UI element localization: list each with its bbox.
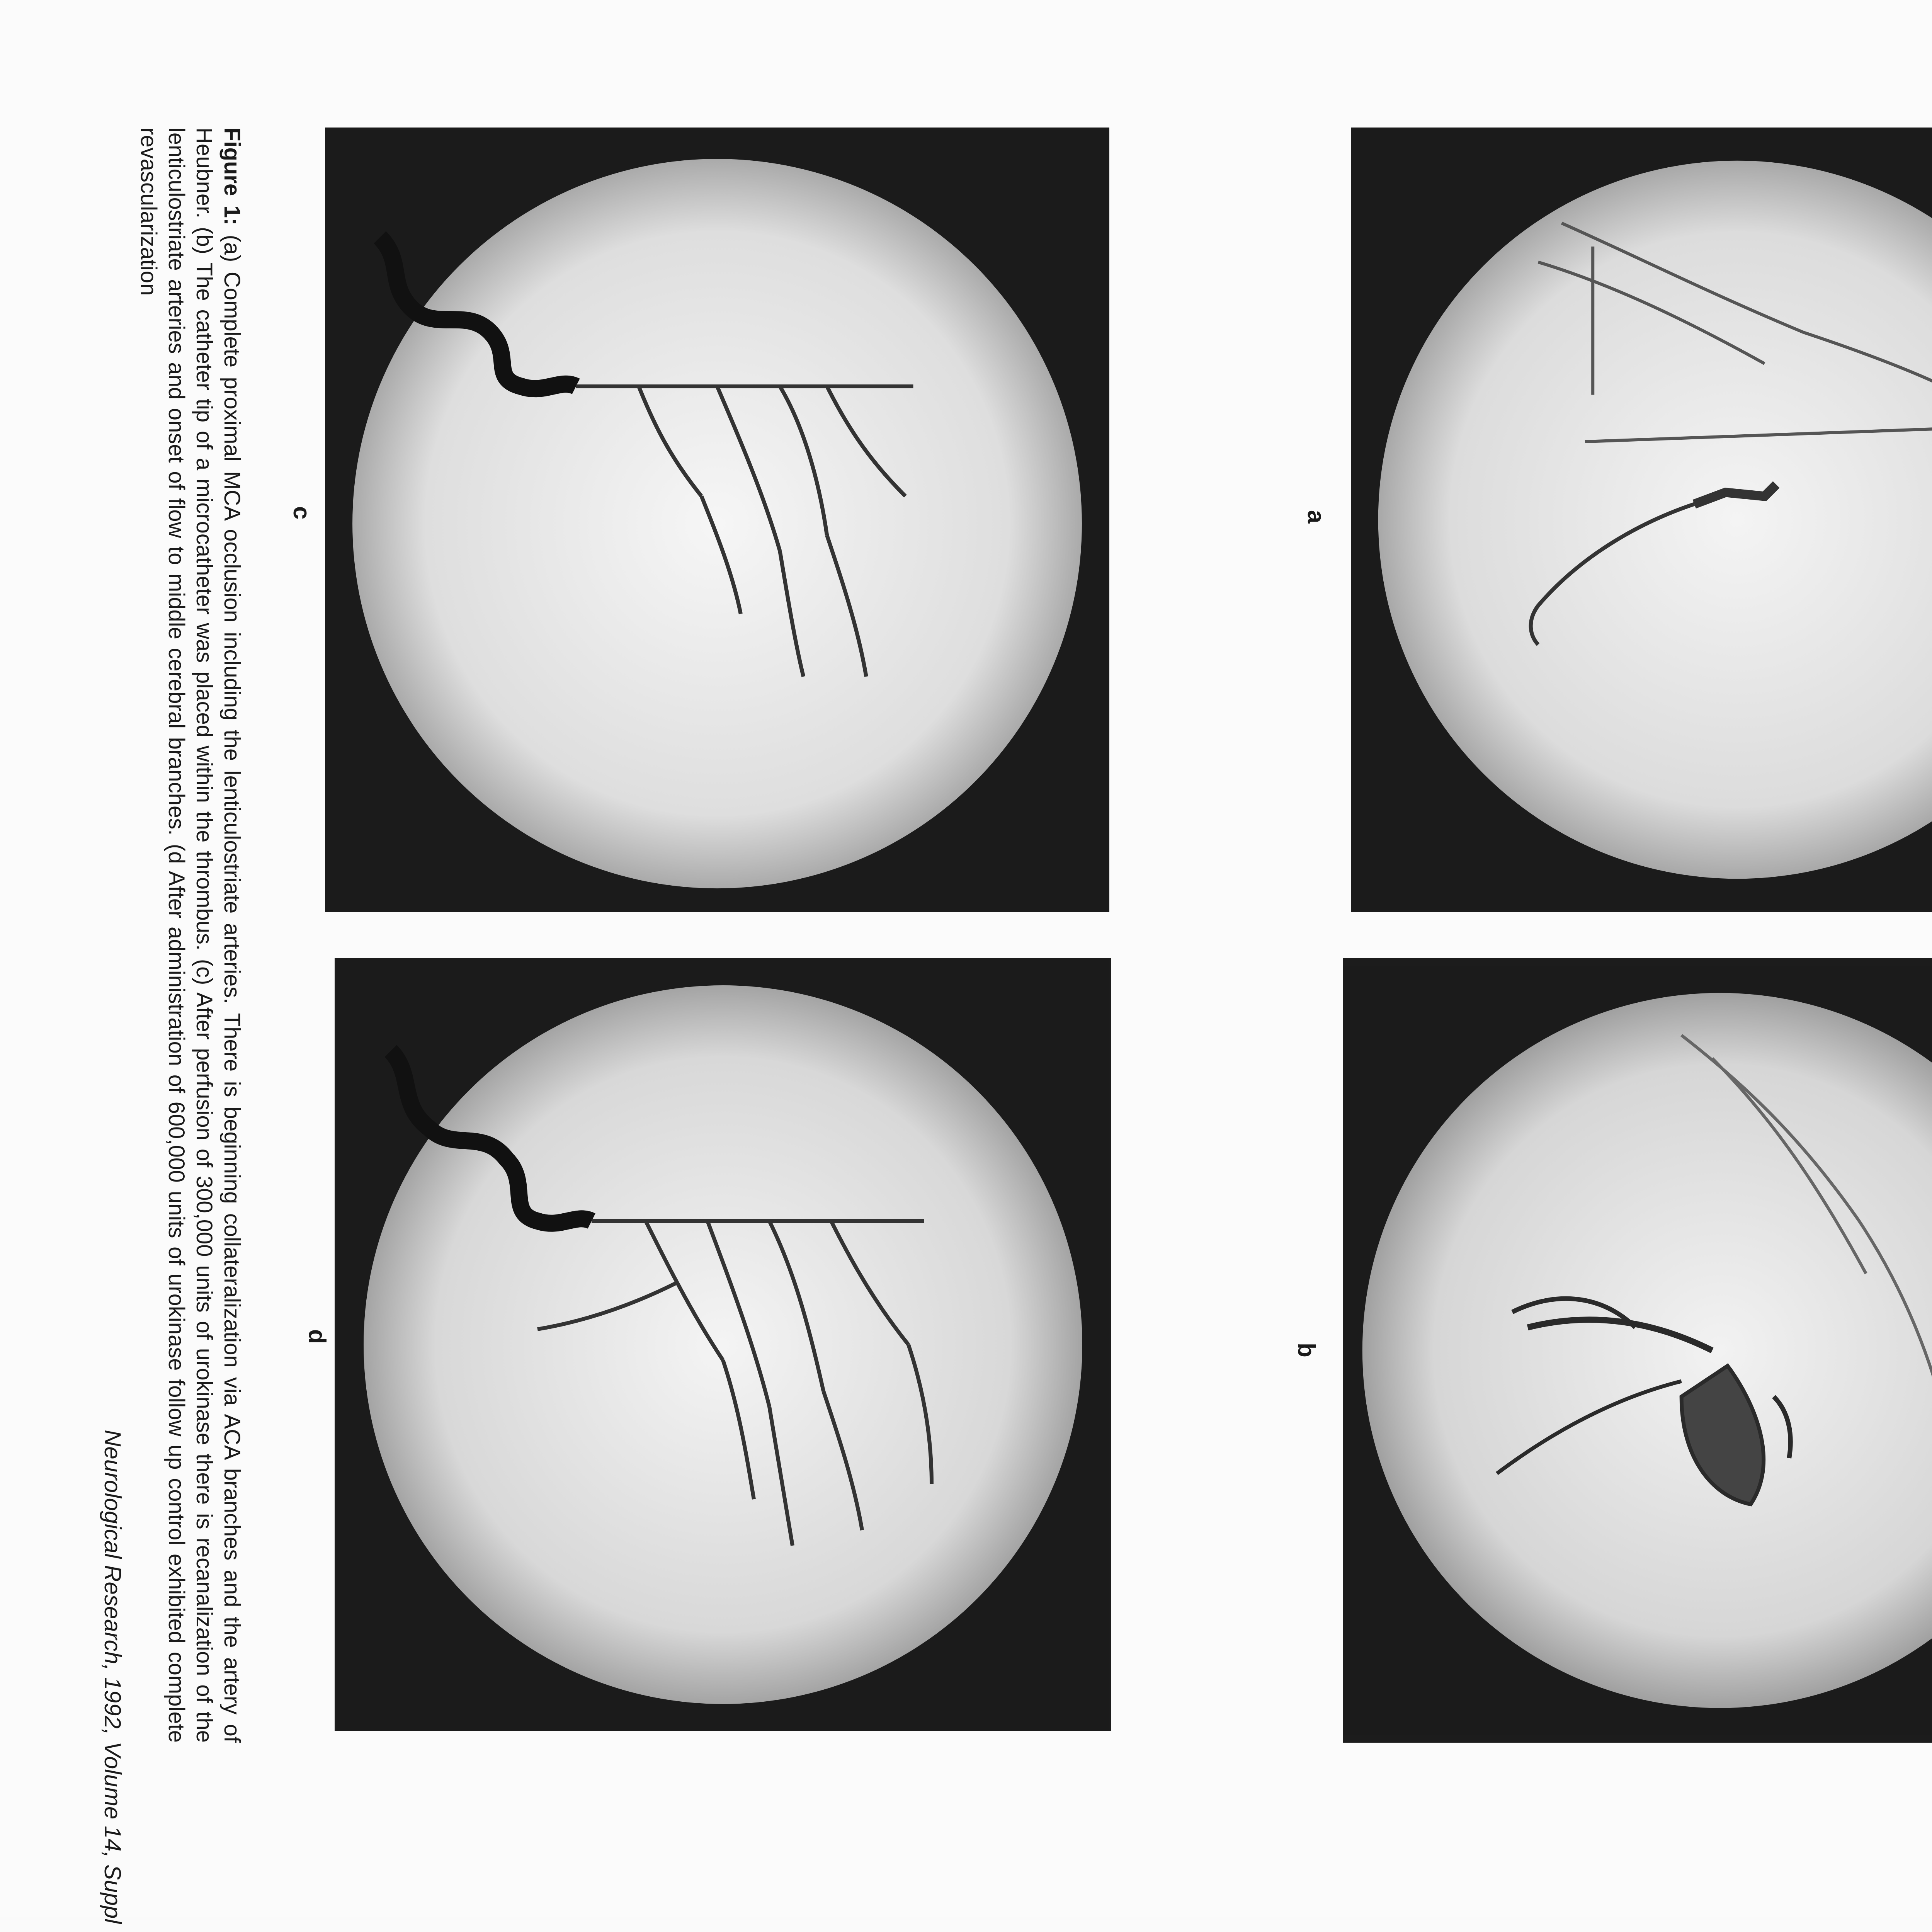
angiogram-a-image (1351, 128, 1932, 912)
angiogram-panel-a (1351, 128, 1932, 912)
field-of-view-c (352, 159, 1082, 888)
page-footer (99, 1430, 126, 1924)
caption-label: Figure 1: (219, 128, 245, 226)
panel-label-b: b (1293, 1343, 1320, 1357)
journal-citation: Neurological Research, 1992, Volume 14, Suppl (100, 1430, 126, 1924)
angiogram-b-image (1343, 958, 1932, 1743)
panel-label-a: a (1303, 510, 1329, 524)
angiogram-panel-b (1343, 958, 1932, 1743)
angiogram-c-image (325, 128, 1109, 912)
caption-text: (a) Complete proximal MCA occlusion including the lenticulostriate arteries. There is beginning collateralization via ACA branches and the artery of Heubner. (b) The catheter tip of a microcatheter was placed within the thrombus. (c) After perfusion of 300,000 units of urokinase there is recanalization of the lenticulostriate arteries and onset of flow to middle cerebral branches. (d After administration of 600,000 units of urokinase follow up control exhibited complete revascularization (136, 128, 245, 1743)
figure-caption (134, 128, 246, 1743)
field-of-view-d (364, 985, 1082, 1704)
angiogram-panel-c (325, 128, 1109, 912)
angiogram-d-image (335, 958, 1111, 1731)
panel-label-d: d (304, 1329, 330, 1344)
panel-label-c: c (288, 506, 315, 520)
angiogram-panel-d (335, 958, 1111, 1731)
